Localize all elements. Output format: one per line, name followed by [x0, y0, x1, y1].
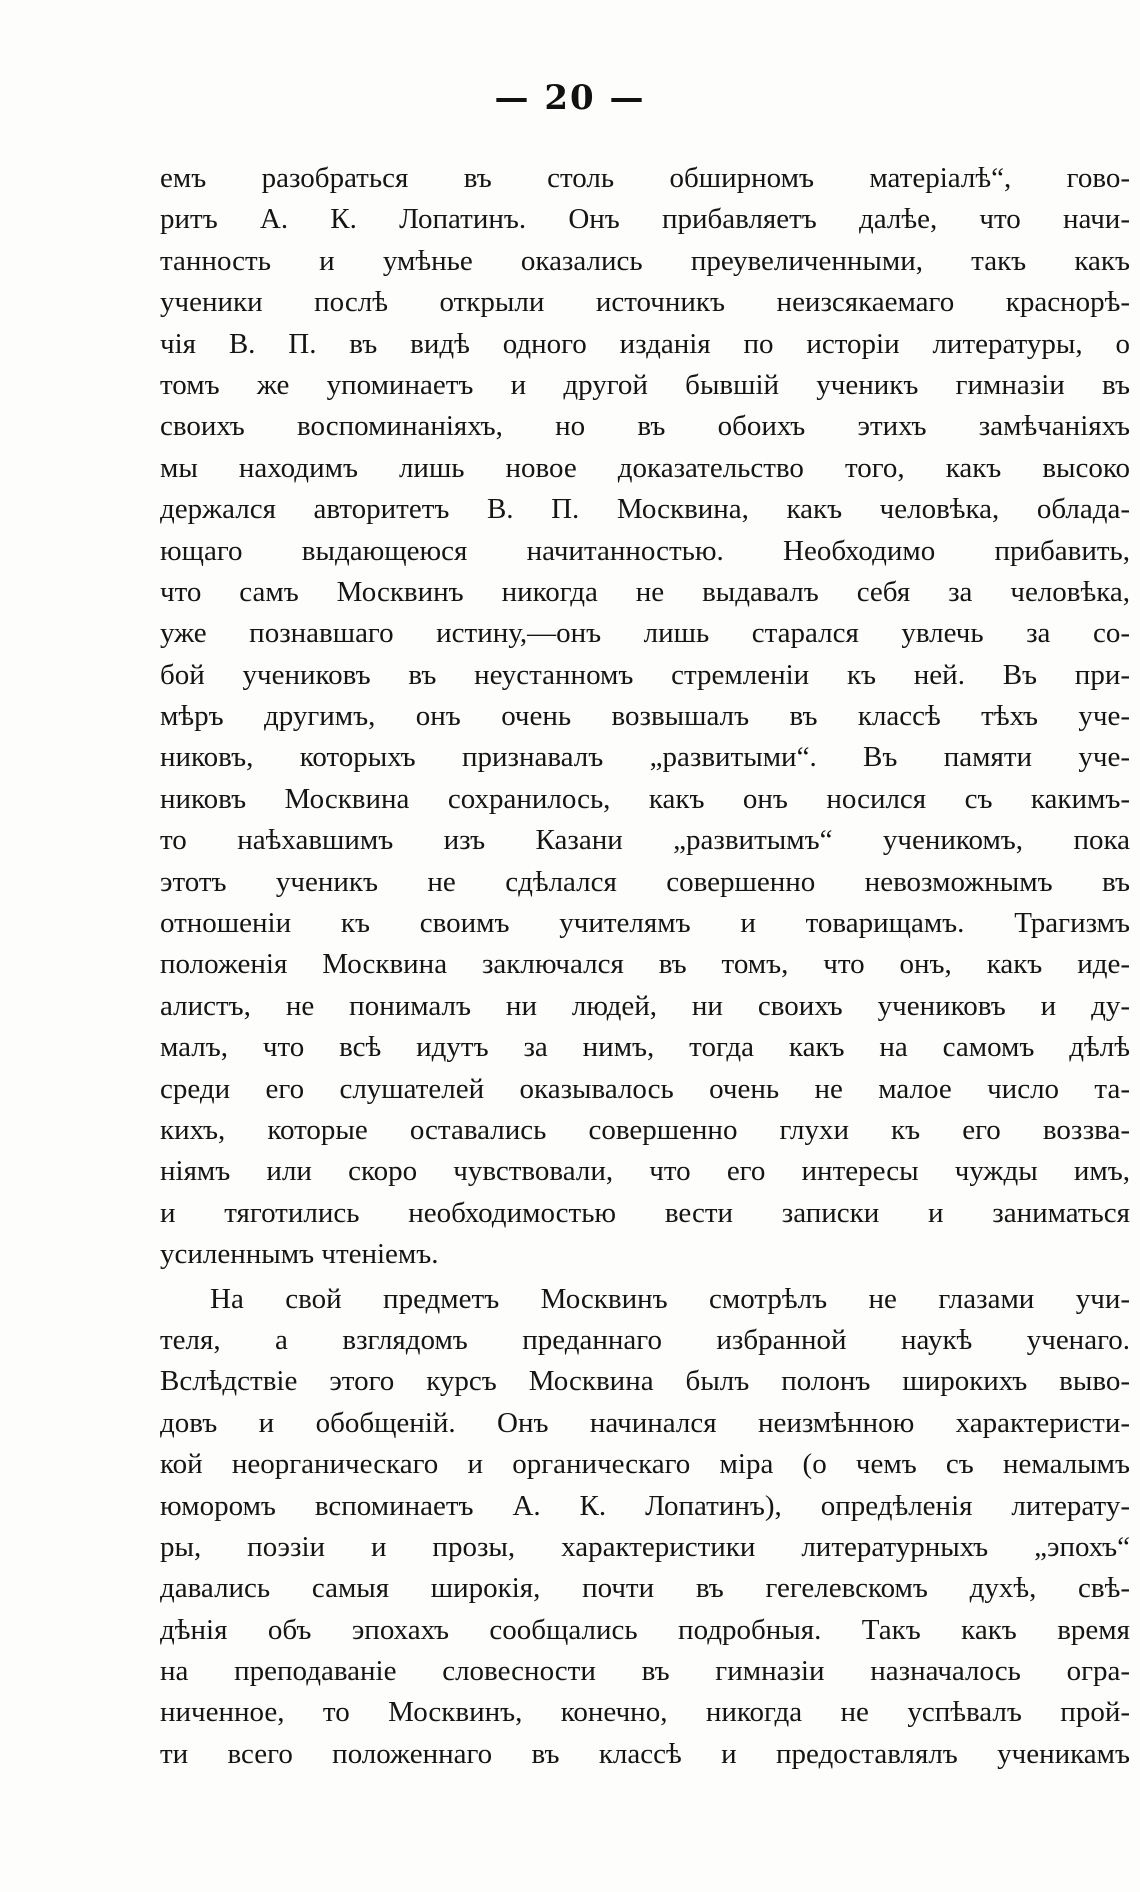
text-line: ніямъ или скоро чувствовали, что его интересы чужды имъ,: [160, 1155, 1130, 1188]
text-line: положенія Москвина заключался въ томъ, что онъ, какъ иде-: [160, 948, 1130, 981]
text-line: никовъ, которыхъ признавалъ „развитыми“. Въ памяти уче-: [160, 741, 1130, 774]
text-line: кихъ, которые оставались совершенно глухи къ его воззва-: [160, 1113, 1130, 1146]
text-line: Вслѣдствіе этого курсъ Москвина былъ полонъ широкихъ выво-: [160, 1365, 1130, 1398]
text-line: давались самыя широкія, почти въ гегелевскомъ духѣ, свѣ-: [160, 1572, 1130, 1605]
text-line: и тяготились необходимостью вести записки и заниматься: [160, 1196, 1130, 1229]
text-line: бой учениковъ въ неустанномъ стремленіи къ ней. Въ при-: [160, 658, 1130, 691]
text-line: этотъ ученикъ не сдѣлался совершенно невозможнымъ въ: [160, 865, 1130, 898]
text-line: что самъ Москвинъ никогда не выдавалъ себя за человѣка,: [160, 575, 1130, 608]
text-line: томъ же упоминаетъ и другой бывшій ученикъ гимназіи въ: [160, 368, 1130, 401]
text-line: малъ, что всѣ идутъ за нимъ, тогда какъ на самомъ дѣлѣ: [160, 1031, 1130, 1064]
text-line: отношеніи къ своимъ учителямъ и товарищамъ. Трагизмъ: [160, 907, 1130, 940]
text-line: ритъ А. К. Лопатинъ. Онъ прибавляетъ далѣе, что начи-: [160, 203, 1130, 236]
text-line: ющаго выдающеюся начитанностью. Необходимо прибавить,: [160, 534, 1130, 567]
text-line: кой неорганическаго и органическаго міра (о чемъ съ немалымъ: [160, 1448, 1130, 1481]
text-line: мѣръ другимъ, онъ очень возвышалъ въ классѣ тѣхъ уче-: [160, 700, 1130, 733]
text-line: теля, а взглядомъ преданнаго избранной наукѣ ученаго.: [160, 1323, 1130, 1356]
text-line: ти всего положеннаго въ классѣ и предоставлялъ ученикамъ: [160, 1737, 1130, 1770]
text-line: среди его слушателей оказывалось очень не малое число та-: [160, 1072, 1130, 1105]
page-number: — 20 —: [494, 78, 646, 118]
text-line: мы находимъ лишь новое доказательство того, какъ высоко: [160, 451, 1130, 484]
text-line: ры, поэзіи и прозы, характеристики литературныхъ „эпохъ“: [160, 1530, 1130, 1563]
text-line: никовъ Москвина сохранилось, какъ онъ носился съ какимъ-: [160, 782, 1130, 815]
text-line: усиленнымъ чтеніемъ.: [160, 1238, 439, 1271]
text-line: на преподаваніе словесности въ гимназіи назначалось огра-: [160, 1655, 1130, 1688]
text-line: уже познавшаго истину,—онъ лишь старался увлечь за со-: [160, 617, 1130, 650]
body-text: [160, 158, 1130, 1775]
text-line: дѣнія объ эпохахъ сообщались подробныя. Такъ какъ время: [160, 1613, 1130, 1646]
text-line: то наѣхавшимъ изъ Казани „развитымъ“ ученикомъ, пока: [160, 824, 1130, 857]
text-line: чія В. П. въ видѣ одного изданія по исторіи литературы, о: [160, 327, 1130, 360]
text-line: юморомъ вспоминаетъ А. К. Лопатинъ), опредѣленія литерату-: [160, 1489, 1130, 1522]
paragraph-1: [160, 158, 1130, 1276]
text-line: своихъ воспоминаніяхъ, но въ обоихъ этихъ замѣчаніяхъ: [160, 410, 1130, 443]
text-line: танность и умѣнье оказались преувеличенными, такъ какъ: [160, 244, 1130, 277]
text-line: емъ разобраться въ столь обширномъ матеріалѣ“, гово-: [160, 162, 1130, 194]
text-line: держался авторитетъ В. П. Москвина, какъ человѣка, облада-: [160, 493, 1130, 526]
text-line: довъ и обобщеній. Онъ начинался неизмѣнною характеристи-: [160, 1406, 1130, 1439]
text-line: ниченное, то Москвинъ, конечно, никогда не успѣвалъ прой-: [160, 1696, 1130, 1729]
text-line: ученики послѣ открыли источникъ неизсякаемаго краснорѣ-: [160, 286, 1130, 319]
text-line: алистъ, не понималъ ни людей, ни своихъ учениковъ и ду-: [160, 989, 1130, 1022]
text-line: На свой предметъ Москвинъ смотрѣлъ не глазами учи-: [210, 1282, 1130, 1315]
paragraph-2: [160, 1279, 1130, 1776]
